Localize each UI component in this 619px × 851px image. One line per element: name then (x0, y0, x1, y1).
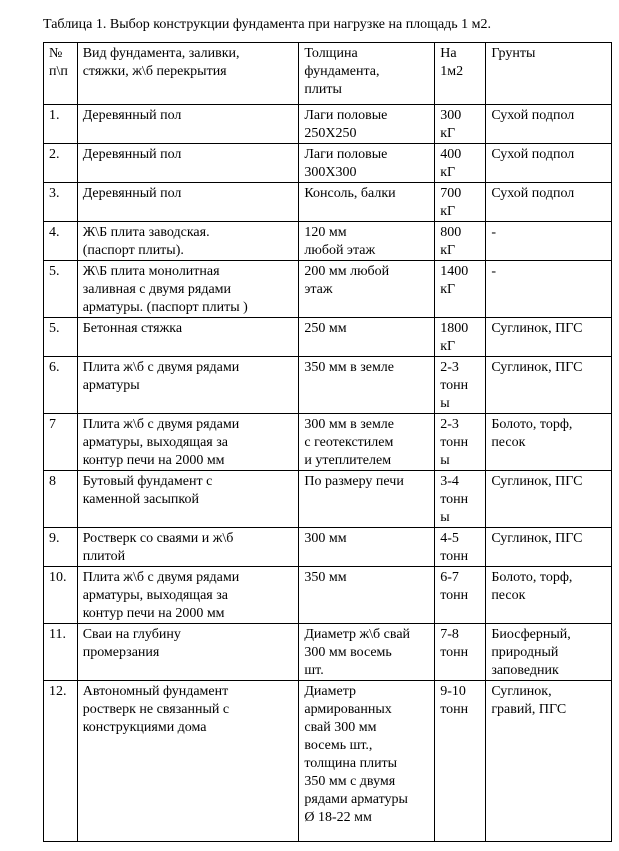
table-row (44, 357, 612, 414)
cell-soil: - (486, 261, 612, 318)
table-row (44, 567, 612, 624)
cell-thickness: Диаметр ж\б свай 300 мм восемь шт. (299, 624, 435, 681)
cell-soil: Болото, торф, песок (486, 414, 612, 471)
cell-thickness: 350 мм (299, 567, 435, 624)
cell-soil: Сухой подпол (486, 183, 612, 222)
cell-soil: Биосферный, природный заповедник (486, 624, 612, 681)
cell-type: Автономный фундамент ростверк не связанный с конструкциями дома (77, 681, 299, 842)
table-row (44, 624, 612, 681)
cell-soil: Сухой подпол (486, 144, 612, 183)
cell-load: 1400 кГ (435, 261, 486, 318)
cell-thickness: Консоль, балки (299, 183, 435, 222)
cell-soil: - (486, 222, 612, 261)
cell-soil: Сухой подпол (486, 105, 612, 144)
header-cell-number: № п\п (44, 43, 78, 105)
header-cell-load: На 1м2 (435, 43, 486, 105)
cell-load: 2-3 тонн ы (435, 357, 486, 414)
cell-number: 5. (44, 318, 78, 357)
cell-soil: Суглинок, ПГС (486, 318, 612, 357)
cell-type: Плита ж\б с двумя рядами арматуры (77, 357, 299, 414)
cell-number: 11. (44, 624, 78, 681)
cell-load: 300 кГ (435, 105, 486, 144)
table-row (44, 144, 612, 183)
cell-number: 5. (44, 261, 78, 318)
cell-thickness: 300 мм в земле с геотекстилем и утеплителем (299, 414, 435, 471)
cell-number: 3. (44, 183, 78, 222)
cell-type: Бетонная стяжка (77, 318, 299, 357)
cell-soil: Суглинок, ПГС (486, 528, 612, 567)
cell-type: Плита ж\б с двумя рядами арматуры, выходящая за контур печи на 2000 мм (77, 414, 299, 471)
cell-thickness: Лаги половые 250Х250 (299, 105, 435, 144)
foundation-table (43, 42, 612, 842)
cell-type: Ж\Б плита заводская. (паспорт плиты). (77, 222, 299, 261)
cell-thickness: 250 мм (299, 318, 435, 357)
cell-type: Сваи на глубину промерзания (77, 624, 299, 681)
cell-load: 7-8 тонн (435, 624, 486, 681)
table-row (44, 681, 612, 842)
table-row (44, 105, 612, 144)
cell-load: 3-4 тонн ы (435, 471, 486, 528)
cell-number: 10. (44, 567, 78, 624)
cell-type: Ростверк со сваями и ж\б плитой (77, 528, 299, 567)
cell-type: Деревянный пол (77, 105, 299, 144)
cell-thickness: Лаги половые 300Х300 (299, 144, 435, 183)
table-row (44, 471, 612, 528)
cell-type: Деревянный пол (77, 183, 299, 222)
cell-number: 6. (44, 357, 78, 414)
cell-number: 4. (44, 222, 78, 261)
table-row (44, 261, 612, 318)
cell-soil: Болото, торф, песок (486, 567, 612, 624)
cell-load: 2-3 тонн ы (435, 414, 486, 471)
cell-thickness: 200 мм любой этаж (299, 261, 435, 318)
cell-load: 400 кГ (435, 144, 486, 183)
cell-load: 1800 кГ (435, 318, 486, 357)
cell-soil: Суглинок, ПГС (486, 357, 612, 414)
cell-number: 2. (44, 144, 78, 183)
cell-load: 800 кГ (435, 222, 486, 261)
cell-number: 9. (44, 528, 78, 567)
cell-soil: Суглинок, ПГС (486, 471, 612, 528)
cell-thickness: По размеру печи (299, 471, 435, 528)
cell-thickness: 350 мм в земле (299, 357, 435, 414)
table-row (44, 222, 612, 261)
cell-type: Деревянный пол (77, 144, 299, 183)
cell-load: 6-7 тонн (435, 567, 486, 624)
cell-soil: Суглинок, гравий, ПГС (486, 681, 612, 842)
table-row (44, 183, 612, 222)
table-caption: Таблица 1. Выбор конструкции фундамента при нагрузке на площадь 1 м2. (43, 17, 492, 32)
cell-number: 8 (44, 471, 78, 528)
cell-load: 4-5 тонн (435, 528, 486, 567)
cell-type: Ж\Б плита монолитная заливная с двумя рядами арматуры. (паспорт плиты ) (77, 261, 299, 318)
cell-number: 12. (44, 681, 78, 842)
cell-thickness: 300 мм (299, 528, 435, 567)
cell-type: Бутовый фундамент с каменной засыпкой (77, 471, 299, 528)
header-cell-type: Вид фундамента, заливки, стяжки, ж\б перекрытия (77, 43, 299, 105)
cell-load: 700 кГ (435, 183, 486, 222)
table-row (44, 318, 612, 357)
header-cell-thickness: Толщина фундамента, плиты (299, 43, 435, 105)
header-cell-soil: Грунты (486, 43, 612, 105)
cell-thickness: Диаметр армированных свай 300 мм восемь шт., толщина плиты 350 мм с двумя рядами арматуры Ø 18-22 мм (299, 681, 435, 842)
cell-number: 7 (44, 414, 78, 471)
header-row (44, 43, 612, 105)
cell-type: Плита ж\б с двумя рядами арматуры, выходящая за контур печи на 2000 мм (77, 567, 299, 624)
cell-number: 1. (44, 105, 78, 144)
cell-thickness: 120 мм любой этаж (299, 222, 435, 261)
table-row (44, 528, 612, 567)
cell-load: 9-10 тонн (435, 681, 486, 842)
table-row (44, 414, 612, 471)
